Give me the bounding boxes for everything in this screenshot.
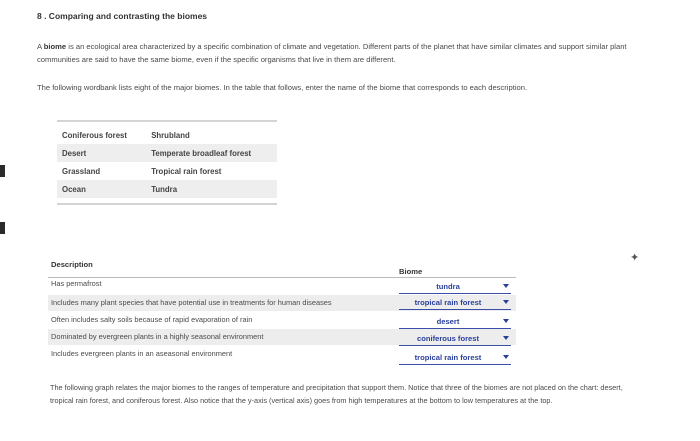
biome-dropdown-value: tropical rain forest bbox=[414, 353, 482, 362]
biome-dropdown[interactable] bbox=[399, 297, 511, 310]
biome-dropdown[interactable] bbox=[399, 316, 511, 329]
biome-dropdown[interactable] bbox=[399, 281, 511, 294]
row-description: Includes evergreen plants in an aseasonal environment bbox=[51, 349, 233, 358]
left-edge-bar bbox=[0, 222, 5, 234]
biome-dropdown-value: tropical rain forest bbox=[414, 298, 482, 307]
biome-dropdown[interactable] bbox=[399, 333, 511, 346]
question-heading: 8 . Comparing and contrasting the biomes bbox=[37, 11, 208, 21]
wordbank-row bbox=[57, 144, 277, 162]
footer-paragraph: The following graph relates the major biomes to the ranges of temperature and precipitation that support them. Notice that three of the biomes are not placed on the chart: desert, tropical rain forest, and coniferous forest. Also notice that the y-axis (vertical axis) goes from high temperatures at the bottom to low temperatures at the top. bbox=[50, 383, 623, 405]
wordbank-item: Temperate broadleaf forest bbox=[146, 144, 277, 162]
wordbank-row bbox=[57, 180, 277, 198]
chevron-down-icon[interactable] bbox=[503, 336, 509, 340]
wordbank-item: Tundra bbox=[146, 180, 277, 198]
move-cursor-icon: ✦ bbox=[630, 252, 640, 264]
wordbank-item: Desert bbox=[57, 144, 146, 162]
chevron-down-icon[interactable] bbox=[503, 355, 509, 359]
biome-dropdown-value: tundra bbox=[436, 282, 460, 291]
row-description: Has permafrost bbox=[51, 279, 102, 288]
biome-dropdown-value: desert bbox=[436, 317, 460, 326]
wordbank-item: Shrubland bbox=[151, 130, 190, 140]
left-edge-bar bbox=[0, 165, 5, 177]
table-row bbox=[48, 329, 516, 345]
intro-term: biome bbox=[43, 42, 67, 51]
table-row bbox=[48, 276, 516, 292]
wordbank-item: Tropical rain forest bbox=[151, 166, 222, 176]
biome-dropdown[interactable] bbox=[399, 352, 511, 365]
biome-header: Biome bbox=[399, 267, 423, 276]
intro-text-a: A bbox=[37, 42, 44, 51]
wordbank-rule-bottom bbox=[57, 203, 277, 205]
wordbank-row bbox=[57, 162, 277, 180]
wordbank-item: Grassland bbox=[62, 166, 101, 176]
wordbank bbox=[57, 126, 277, 198]
chevron-down-icon[interactable] bbox=[503, 319, 509, 323]
wordbank-row bbox=[57, 126, 277, 144]
wordbank-rule-top bbox=[57, 120, 277, 122]
biome-dropdown-value: coniferous forest bbox=[416, 334, 480, 343]
row-description: Often includes salty soils because of rapid evaporation of rain bbox=[51, 315, 253, 324]
row-description: Dominated by evergreen plants in a highly seasonal environment bbox=[51, 332, 264, 341]
table-row bbox=[48, 346, 516, 362]
chevron-down-icon[interactable] bbox=[503, 300, 509, 304]
row-description: Includes many plant species that have potential use in treatments for human diseases bbox=[51, 298, 332, 307]
description-header: Description bbox=[51, 260, 93, 269]
wordbank-item: Ocean bbox=[57, 180, 146, 198]
wordbank-item: Coniferous forest bbox=[62, 130, 127, 140]
intro-text-b: is an ecological area characterized by a specific combination of climate and vegetation. Different parts of the planet that have similar climates and support similar plant communities are said to have the same biome, even if the specific organisms that live in them are different. bbox=[37, 42, 627, 64]
intro-paragraph bbox=[37, 40, 647, 66]
instruction-paragraph: The following wordbank lists eight of the major biomes. In the table that follows, enter the name of the biome that corresponds to each description. bbox=[37, 83, 528, 92]
chevron-down-icon[interactable] bbox=[503, 284, 509, 288]
table-row bbox=[48, 295, 516, 311]
table-row bbox=[48, 312, 516, 328]
